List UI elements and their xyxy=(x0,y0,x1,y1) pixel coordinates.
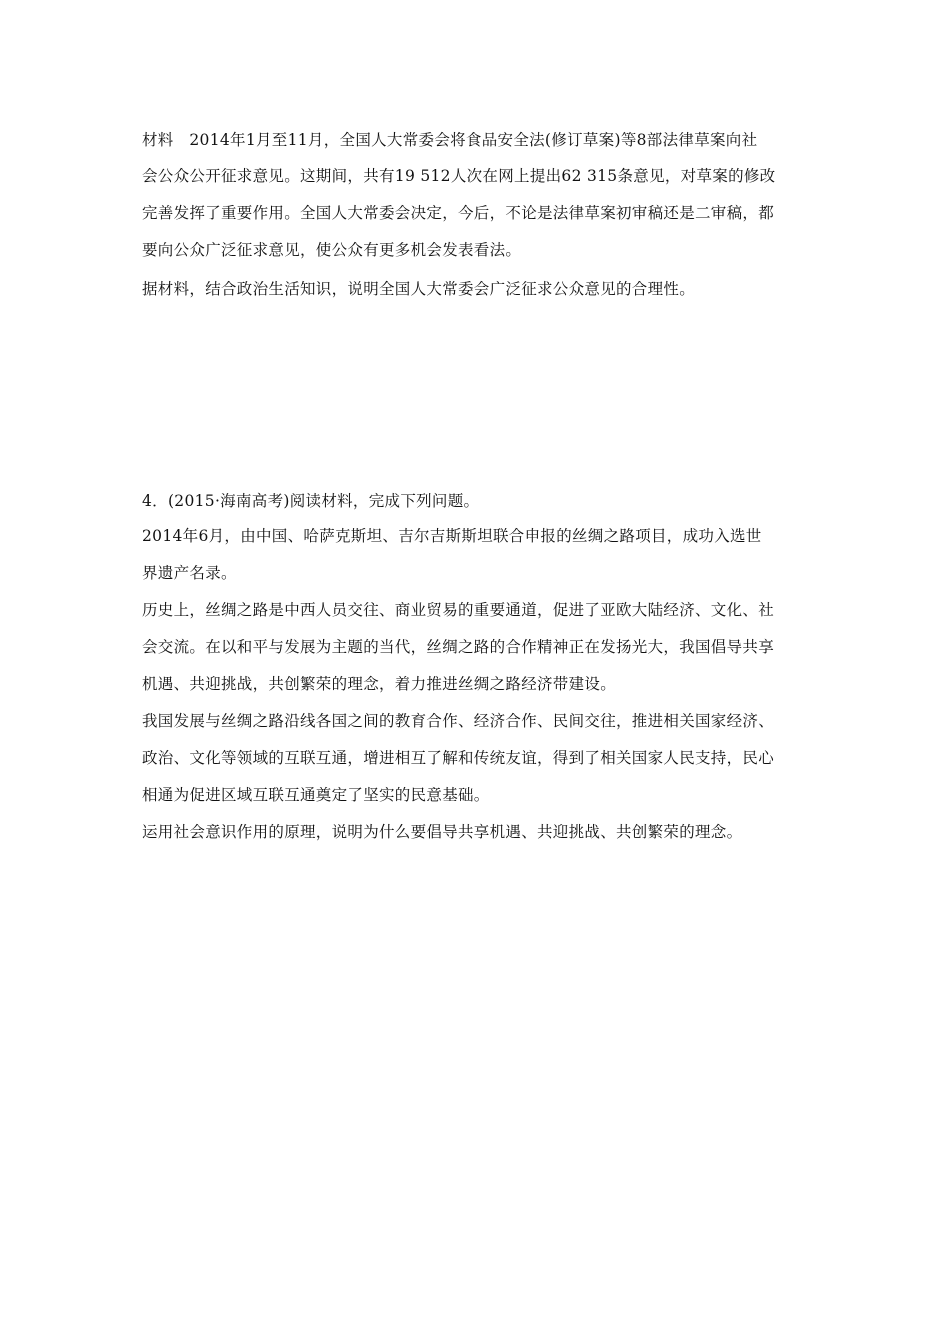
q3-material-line-3: 完善发挥了重要作用。全国人大常委会决定，今后，不论是法律草案初审稿还是二审稿，都 xyxy=(142,204,775,222)
q4-material-line-8: 相通为促进区域互联互通奠定了坚实的民意基础。 xyxy=(142,786,490,804)
q4-material-line-4: 会交流。在以和平与发展为主题的当代，丝绸之路的合作精神正在发扬光大，我国倡导共享 xyxy=(142,638,775,656)
q4-material-line-3: 历史上，丝绸之路是中西人员交往、商业贸易的重要通道，促进了亚欧大陆经济、文化、社 xyxy=(142,601,775,619)
q4-material-line-5: 机遇、共迎挑战，共创繁荣的理念，着力推进丝绸之路经济带建设。 xyxy=(142,675,617,693)
q4-heading: 4．(2015·海南高考)阅读材料，完成下列问题。 xyxy=(142,492,480,510)
q4-material-line-1: 2014年6月，由中国、哈萨克斯坦、吉尔吉斯斯坦联合申报的丝绸之路项目，成功入选世 xyxy=(142,527,762,545)
q4-material-line-7: 政治、文化等领域的互联互通，增进相互了解和传统友谊，得到了相关国家人民支持，民心 xyxy=(142,749,775,767)
q3-material-line-1: 材料 2014年1月至11月，全国人大常委会将食品安全法(修订草案)等8部法律草案向社 xyxy=(142,131,758,149)
q3-material-line-2: 会公众公开征求意见。这期间，共有19 512人次在网上提出62 315条意见，对草案的修改 xyxy=(142,167,776,185)
q4-material-line-6: 我国发展与丝绸之路沿线各国之间的教育合作、经济合作、民间交往，推进相关国家经济、 xyxy=(142,712,775,730)
q4-question: 运用社会意识作用的原理，说明为什么要倡导共享机遇、共迎挑战、共创繁荣的理念。 xyxy=(142,823,743,841)
q4-material-line-2: 界遗产名录。 xyxy=(142,564,237,582)
q3-question: 据材料，结合政治生活知识，说明全国人大常委会广泛征求公众意见的合理性。 xyxy=(142,280,696,298)
q3-material-line-4: 要向公众广泛征求意见，使公众有更多机会发表看法。 xyxy=(142,241,522,259)
